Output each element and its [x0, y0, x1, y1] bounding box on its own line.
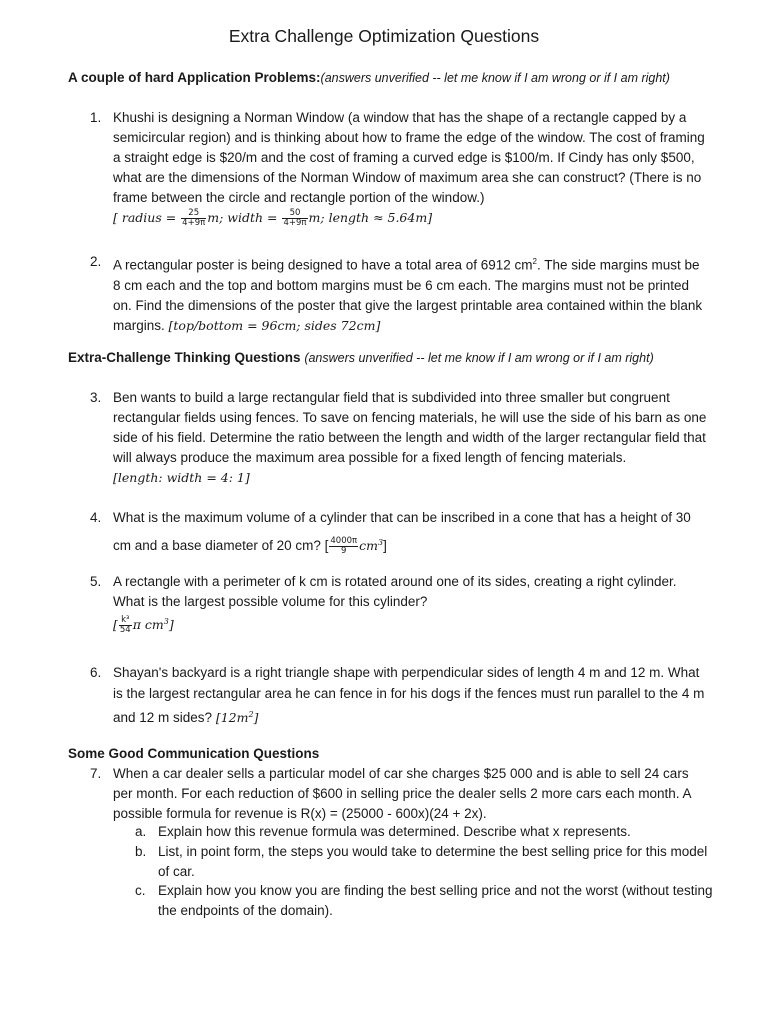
question-text: Shayan's backyard is a right triangle shape with perpendicular sides of length 4 m and 12 m. What is the largest rectangular area he can fence in for his dogs if the fences must run parallel to the 4 m and 12 m sides? [113, 665, 705, 726]
part-letter: a. [135, 824, 147, 839]
question-2 [90, 252, 710, 336]
question-7-part-b [135, 842, 715, 882]
superscript: 2 [248, 710, 254, 719]
question-text: When a car dealer sells a particular model of car she charges $25 000 and is able to sell 24 cars per month. For each reduction of $600 in selling price the dealer sells 2 more cars each month. A possible formula for revenue is R(x) = (25000 - 600x)(24 + 2x). [113, 766, 691, 821]
bracket: ] [383, 538, 387, 554]
denominator: 9 [341, 546, 347, 557]
numerator: k³ [119, 616, 132, 626]
section-heading-communication [68, 746, 319, 761]
bracket: ] [168, 617, 174, 633]
bracket: ] [253, 710, 259, 726]
unit: π cm [132, 617, 164, 633]
question-text: A rectangular poster is being designed to have a total area of 6912 cm [113, 257, 533, 273]
question-number: 2. [90, 254, 102, 269]
question-4 [90, 505, 710, 558]
question-text: Khushi is designing a Norman Window (a window that has the shape of a rectangle capped by a semicircular region) and is thinking about how to frame the edge of the window. The cost of framing a straight edge is $20/m and the cost of framing a curved edge is $100/m. If Cindy has only $500, what are the dimensions of the Norman Window of maximum area she can construct? (There is no frame between the circle and rectangle portion of the window.) [113, 110, 705, 205]
part-text: Explain how this revenue formula was determined. Describe what x represents. [158, 824, 631, 839]
answer: [top/bottom = 96cm; sides 72cm] [168, 317, 381, 333]
question-number: 3. [90, 390, 102, 405]
answer: [length: width = 4: 1] [113, 470, 250, 485]
question-5 [90, 572, 710, 635]
unit: cm [359, 538, 378, 554]
question-7-part-c [135, 881, 715, 921]
superscript: 2 [532, 257, 537, 266]
section-note: (answers unverified -- let me know if I am wrong or if I am right) [304, 351, 654, 365]
denominator: 4+9π [182, 218, 206, 228]
numerator: 25 [181, 209, 206, 219]
answer-part: [ radius = [113, 210, 181, 225]
question-3 [90, 388, 710, 488]
numerator: 50 [282, 209, 307, 219]
question-text: What is the maximum volume of a cylinder that can be inscribed in a cone that has a height of 30 cm and a base diameter of 20 cm? [ [113, 510, 691, 554]
question-1 [90, 108, 710, 228]
question-6 [90, 662, 710, 728]
question-number: 1. [90, 110, 102, 125]
fraction [329, 537, 358, 556]
denominator: 4+9π [283, 218, 307, 228]
question-7-part-a [135, 822, 715, 842]
question-number: 6. [90, 665, 102, 680]
question-number: 5. [90, 574, 102, 589]
superscript: 3 [163, 617, 169, 626]
section-title: Some Good Communication Questions [68, 746, 320, 761]
section-note: (answers unverified -- let me know if I am wrong or if I am right) [320, 71, 670, 85]
answer-part: m; width = [207, 210, 282, 225]
question-number: 7. [90, 766, 102, 781]
question-text: . The side margins must be 8 cm each and the top and bottom margins must be 6 cm each. The margins must not be printed on. Find the dimensions of the poster that give the largest printable area contained within the blank margins. [113, 257, 703, 333]
fraction [119, 616, 132, 635]
page-title: Extra Challenge Optimization Questions [228, 26, 540, 46]
denominator: 54 [119, 625, 131, 636]
answer-part: m; length ≈ 5.64m] [308, 210, 433, 225]
question-text: A rectangle with a perimeter of k cm is rotated around one of its sides, creating a right cylinder. What is the largest possible volume for this cylinder? [113, 574, 677, 609]
part-text: List, in point form, the steps you would take to determine the best selling price for this model of car. [158, 844, 708, 879]
fraction [282, 209, 307, 228]
part-letter: b. [135, 844, 147, 859]
numerator: 4000π [330, 536, 358, 547]
superscript: 3 [377, 538, 384, 547]
section-title: A couple of hard Application Problems: [68, 70, 321, 85]
answer [216, 710, 259, 725]
question-text: Ben wants to build a large rectangular field that is subdivided into three smaller but congruent rectangular fields using fences. To save on fencing materials, he will use the side of his barn as one side of his field. Determine the ratio between the length and width of the larger rectangular field that will always produce the maximum area possible for a fixed length of fencing materials. [113, 390, 707, 465]
fraction [181, 209, 206, 228]
answer [113, 208, 433, 228]
question-number: 4. [90, 510, 102, 525]
answer [113, 615, 174, 636]
bracket: [ [113, 617, 118, 633]
answer [328, 536, 384, 557]
section-heading-application [68, 70, 670, 85]
question-7 [90, 764, 710, 824]
section-heading-thinking [68, 350, 654, 365]
part-letter: c. [135, 883, 146, 898]
answer-part: [12m [215, 710, 249, 726]
part-text: Explain how you know you are finding the best selling price and not the worst (without testing the endpoints of the domain). [158, 883, 713, 918]
section-title: Extra-Challenge Thinking Questions [68, 350, 301, 365]
